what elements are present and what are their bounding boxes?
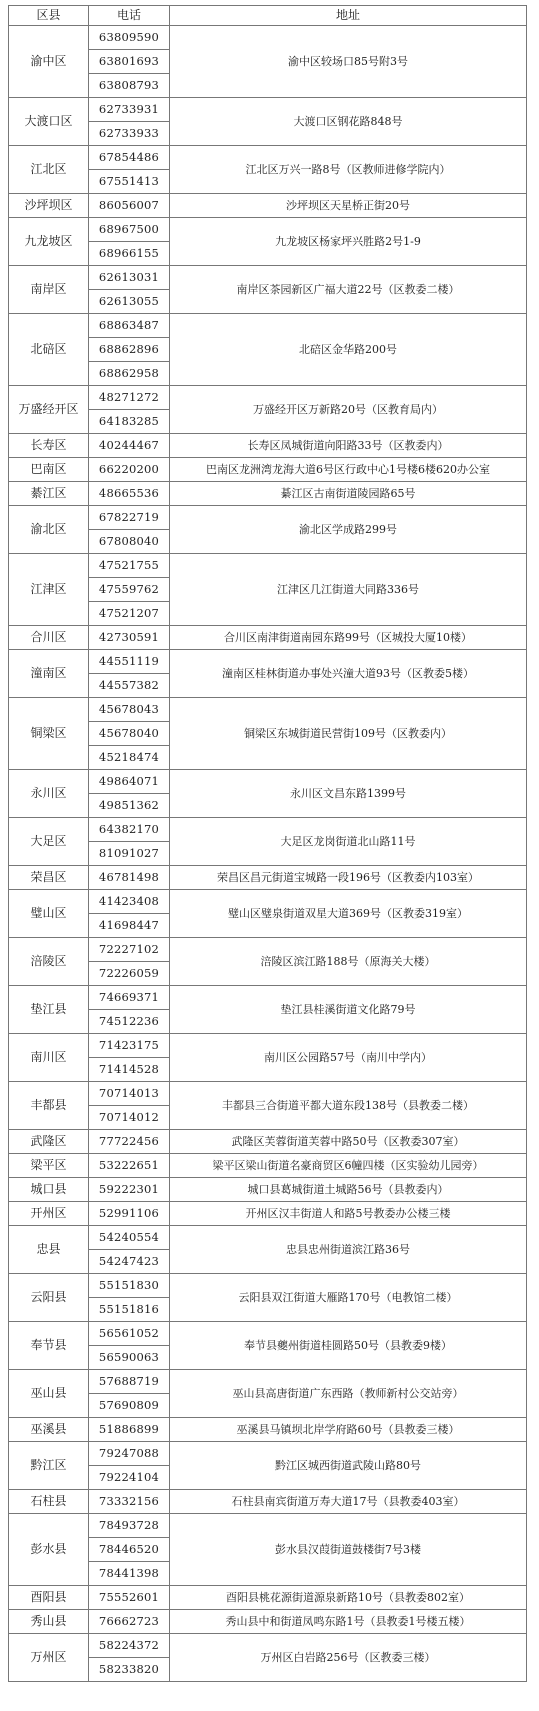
district-cell: 丰都县 (9, 1082, 89, 1130)
phone-cell: 55151830 (89, 1274, 170, 1298)
phone-cell: 64183285 (89, 410, 170, 434)
address-cell: 万盛经开区万新路20号（区教育局内） (170, 386, 527, 434)
district-cell: 云阳县 (9, 1274, 89, 1322)
address-cell: 永川区文昌东路1399号 (170, 770, 527, 818)
table-row (9, 98, 527, 122)
phone-cell: 45218474 (89, 746, 170, 770)
district-cell: 南川区 (9, 1034, 89, 1082)
phone-cell: 56590063 (89, 1346, 170, 1370)
district-cell: 梁平区 (9, 1154, 89, 1178)
phone-cell: 70714012 (89, 1106, 170, 1130)
address-cell: 彭水县汉葭街道鼓楼街7号3楼 (170, 1514, 527, 1586)
header-district: 区县 (9, 6, 89, 26)
address-cell: 涪陵区滨江路188号（原海关大楼） (170, 938, 527, 986)
district-cell: 南岸区 (9, 266, 89, 314)
district-cell: 垫江县 (9, 986, 89, 1034)
address-cell: 丰都县三合街道平都大道东段138号（县教委二楼） (170, 1082, 527, 1130)
phone-cell: 78493728 (89, 1514, 170, 1538)
address-cell: 潼南区桂林街道办事处兴潼大道93号（区教委5楼） (170, 650, 527, 698)
phone-cell: 63809590 (89, 26, 170, 50)
table-row (9, 266, 527, 290)
table-row (9, 434, 527, 458)
phone-cell: 62613055 (89, 290, 170, 314)
table-row (9, 1586, 527, 1610)
table-row (9, 698, 527, 722)
phone-cell: 68967500 (89, 218, 170, 242)
address-cell: 沙坪坝区天星桥正街20号 (170, 194, 527, 218)
address-cell: 黔江区城西街道武陵山路80号 (170, 1442, 527, 1490)
phone-cell: 44557382 (89, 674, 170, 698)
district-cell: 开州区 (9, 1202, 89, 1226)
district-cell: 忠县 (9, 1226, 89, 1274)
district-cell: 沙坪坝区 (9, 194, 89, 218)
table-row (9, 938, 527, 962)
address-cell: 石柱县南宾街道万寿大道17号（县教委403室） (170, 1490, 527, 1514)
address-cell: 南岸区茶园新区广福大道22号（区教委二楼） (170, 266, 527, 314)
phone-cell: 51886899 (89, 1418, 170, 1442)
table-row (9, 1082, 527, 1106)
phone-cell: 77722456 (89, 1130, 170, 1154)
phone-cell: 47521207 (89, 602, 170, 626)
district-cell: 巴南区 (9, 458, 89, 482)
address-cell: 梁平区梁山街道名豪商贸区6幢四楼（区实验幼儿园旁） (170, 1154, 527, 1178)
table-row (9, 890, 527, 914)
district-cell: 城口县 (9, 1178, 89, 1202)
phone-cell: 81091027 (89, 842, 170, 866)
phone-cell: 63801693 (89, 50, 170, 74)
address-cell: 渝北区学成路299号 (170, 506, 527, 554)
phone-cell: 68863487 (89, 314, 170, 338)
phone-cell: 48271272 (89, 386, 170, 410)
table-row (9, 482, 527, 506)
phone-cell: 54240554 (89, 1226, 170, 1250)
phone-cell: 64382170 (89, 818, 170, 842)
district-cell: 九龙坡区 (9, 218, 89, 266)
table-row (9, 386, 527, 410)
address-cell: 巴南区龙洲湾龙海大道6号区行政中心1号楼6楼620办公室 (170, 458, 527, 482)
district-cell: 渝中区 (9, 26, 89, 98)
table-row (9, 26, 527, 50)
district-cell: 大足区 (9, 818, 89, 866)
phone-cell: 73332156 (89, 1490, 170, 1514)
district-cell: 渝北区 (9, 506, 89, 554)
address-cell: 江津区几江街道大同路336号 (170, 554, 527, 626)
table-row (9, 866, 527, 890)
phone-cell: 41698447 (89, 914, 170, 938)
address-cell: 巫山县高唐街道广东西路（教师新村公交站旁） (170, 1370, 527, 1418)
address-cell: 南川区公园路57号（南川中学内） (170, 1034, 527, 1082)
address-cell: 城口县葛城街道土城路56号（县教委内） (170, 1178, 527, 1202)
address-cell: 大渡口区钢花路848号 (170, 98, 527, 146)
phone-cell: 57690809 (89, 1394, 170, 1418)
address-cell: 綦江区古南街道陵园路65号 (170, 482, 527, 506)
address-cell: 长寿区凤城街道向阳路33号（区教委内） (170, 434, 527, 458)
district-cell: 奉节县 (9, 1322, 89, 1370)
phone-cell: 58224372 (89, 1634, 170, 1658)
phone-cell: 45678040 (89, 722, 170, 746)
district-cell: 巫溪县 (9, 1418, 89, 1442)
table-row (9, 218, 527, 242)
phone-cell: 67808040 (89, 530, 170, 554)
phone-cell: 67551413 (89, 170, 170, 194)
phone-cell: 67822719 (89, 506, 170, 530)
table-row (9, 1034, 527, 1058)
phone-cell: 74669371 (89, 986, 170, 1010)
table-row (9, 194, 527, 218)
phone-cell: 54247423 (89, 1250, 170, 1274)
phone-cell: 72227102 (89, 938, 170, 962)
address-cell: 九龙坡区杨家坪兴胜路2号1-9 (170, 218, 527, 266)
district-cell: 巫山县 (9, 1370, 89, 1418)
phone-cell: 68966155 (89, 242, 170, 266)
phone-cell: 48665536 (89, 482, 170, 506)
phone-cell: 59222301 (89, 1178, 170, 1202)
address-cell: 武隆区芙蓉街道芙蓉中路50号（区教委307室） (170, 1130, 527, 1154)
header-phone: 电话 (89, 6, 170, 26)
table-row (9, 1634, 527, 1658)
district-cell: 涪陵区 (9, 938, 89, 986)
table-row (9, 1322, 527, 1346)
address-cell: 大足区龙岗街道北山路11号 (170, 818, 527, 866)
phone-cell: 76662723 (89, 1610, 170, 1634)
phone-cell: 40244467 (89, 434, 170, 458)
district-cell: 铜梁区 (9, 698, 89, 770)
table-row (9, 986, 527, 1010)
table-row (9, 1130, 527, 1154)
address-cell: 北碚区金华路200号 (170, 314, 527, 386)
phone-cell: 46781498 (89, 866, 170, 890)
district-cell: 永川区 (9, 770, 89, 818)
phone-cell: 68862896 (89, 338, 170, 362)
phone-cell: 58233820 (89, 1658, 170, 1682)
district-cell: 武隆区 (9, 1130, 89, 1154)
phone-cell: 71414528 (89, 1058, 170, 1082)
phone-cell: 63808793 (89, 74, 170, 98)
district-cell: 大渡口区 (9, 98, 89, 146)
table-row (9, 1178, 527, 1202)
table-row (9, 770, 527, 794)
table-row (9, 626, 527, 650)
table-row (9, 1514, 527, 1538)
district-cell: 璧山区 (9, 890, 89, 938)
address-cell: 酉阳县桃花源街道源泉新路10号（县教委802室） (170, 1586, 527, 1610)
table-row (9, 506, 527, 530)
phone-cell: 75552601 (89, 1586, 170, 1610)
table-row (9, 1418, 527, 1442)
phone-cell: 79224104 (89, 1466, 170, 1490)
table-row (9, 554, 527, 578)
district-cell: 合川区 (9, 626, 89, 650)
phone-cell: 78441398 (89, 1562, 170, 1586)
table-row (9, 146, 527, 170)
phone-cell: 68862958 (89, 362, 170, 386)
phone-cell: 70714013 (89, 1082, 170, 1106)
table-row (9, 458, 527, 482)
district-cell: 彭水县 (9, 1514, 89, 1586)
address-cell: 奉节县夔州街道桂圆路50号（县教委9楼） (170, 1322, 527, 1370)
address-cell: 秀山县中和街道凤鸣东路1号（县教委1号楼五楼） (170, 1610, 527, 1634)
table-row (9, 314, 527, 338)
phone-cell: 62733931 (89, 98, 170, 122)
contact-directory-table (8, 5, 527, 1682)
address-cell: 垫江县桂溪街道文化路79号 (170, 986, 527, 1034)
phone-cell: 53222651 (89, 1154, 170, 1178)
phone-cell: 49851362 (89, 794, 170, 818)
table-row (9, 1370, 527, 1394)
phone-cell: 71423175 (89, 1034, 170, 1058)
district-cell: 万州区 (9, 1634, 89, 1682)
table-row (9, 1202, 527, 1226)
district-cell: 潼南区 (9, 650, 89, 698)
phone-cell: 49864071 (89, 770, 170, 794)
table-row (9, 818, 527, 842)
district-cell: 江津区 (9, 554, 89, 626)
phone-cell: 72226059 (89, 962, 170, 986)
table-body (9, 26, 527, 1682)
district-cell: 綦江区 (9, 482, 89, 506)
phone-cell: 57688719 (89, 1370, 170, 1394)
district-cell: 石柱县 (9, 1490, 89, 1514)
district-cell: 江北区 (9, 146, 89, 194)
address-cell: 荣昌区昌元街道宝城路一段196号（区教委内103室） (170, 866, 527, 890)
table-header-row (9, 6, 527, 26)
address-cell: 开州区汉丰街道人和路5号教委办公楼三楼 (170, 1202, 527, 1226)
phone-cell: 79247088 (89, 1442, 170, 1466)
phone-cell: 41423408 (89, 890, 170, 914)
phone-cell: 67854486 (89, 146, 170, 170)
table-row (9, 1154, 527, 1178)
address-cell: 璧山区璧泉街道双星大道369号（区教委319室） (170, 890, 527, 938)
district-cell: 长寿区 (9, 434, 89, 458)
phone-cell: 62613031 (89, 266, 170, 290)
phone-cell: 62733933 (89, 122, 170, 146)
district-cell: 万盛经开区 (9, 386, 89, 434)
phone-cell: 47521755 (89, 554, 170, 578)
address-cell: 万州区白岩路256号（区教委三楼） (170, 1634, 527, 1682)
district-cell: 北碚区 (9, 314, 89, 386)
phone-cell: 52991106 (89, 1202, 170, 1226)
table-row (9, 1490, 527, 1514)
phone-cell: 78446520 (89, 1538, 170, 1562)
phone-cell: 86056007 (89, 194, 170, 218)
district-cell: 黔江区 (9, 1442, 89, 1490)
table-row (9, 1442, 527, 1466)
header-address: 地址 (170, 6, 527, 26)
address-cell: 云阳县双江街道大雁路170号（电教馆二楼） (170, 1274, 527, 1322)
phone-cell: 42730591 (89, 626, 170, 650)
phone-cell: 56561052 (89, 1322, 170, 1346)
phone-cell: 47559762 (89, 578, 170, 602)
address-cell: 忠县忠州街道滨江路36号 (170, 1226, 527, 1274)
address-cell: 渝中区较场口85号附3号 (170, 26, 527, 98)
phone-cell: 74512236 (89, 1010, 170, 1034)
table-row (9, 1226, 527, 1250)
table-row (9, 1610, 527, 1634)
district-cell: 秀山县 (9, 1610, 89, 1634)
table-row (9, 650, 527, 674)
phone-cell: 44551119 (89, 650, 170, 674)
address-cell: 江北区万兴一路8号（区教师进修学院内） (170, 146, 527, 194)
phone-cell: 45678043 (89, 698, 170, 722)
district-cell: 酉阳县 (9, 1586, 89, 1610)
address-cell: 合川区南津街道南园东路99号（区城投大厦10楼） (170, 626, 527, 650)
address-cell: 巫溪县马镇坝北岸学府路60号（县教委三楼） (170, 1418, 527, 1442)
table-row (9, 1274, 527, 1298)
phone-cell: 55151816 (89, 1298, 170, 1322)
address-cell: 铜梁区东城街道民营街109号（区教委内） (170, 698, 527, 770)
district-cell: 荣昌区 (9, 866, 89, 890)
phone-cell: 66220200 (89, 458, 170, 482)
directory-page (8, 5, 526, 1682)
